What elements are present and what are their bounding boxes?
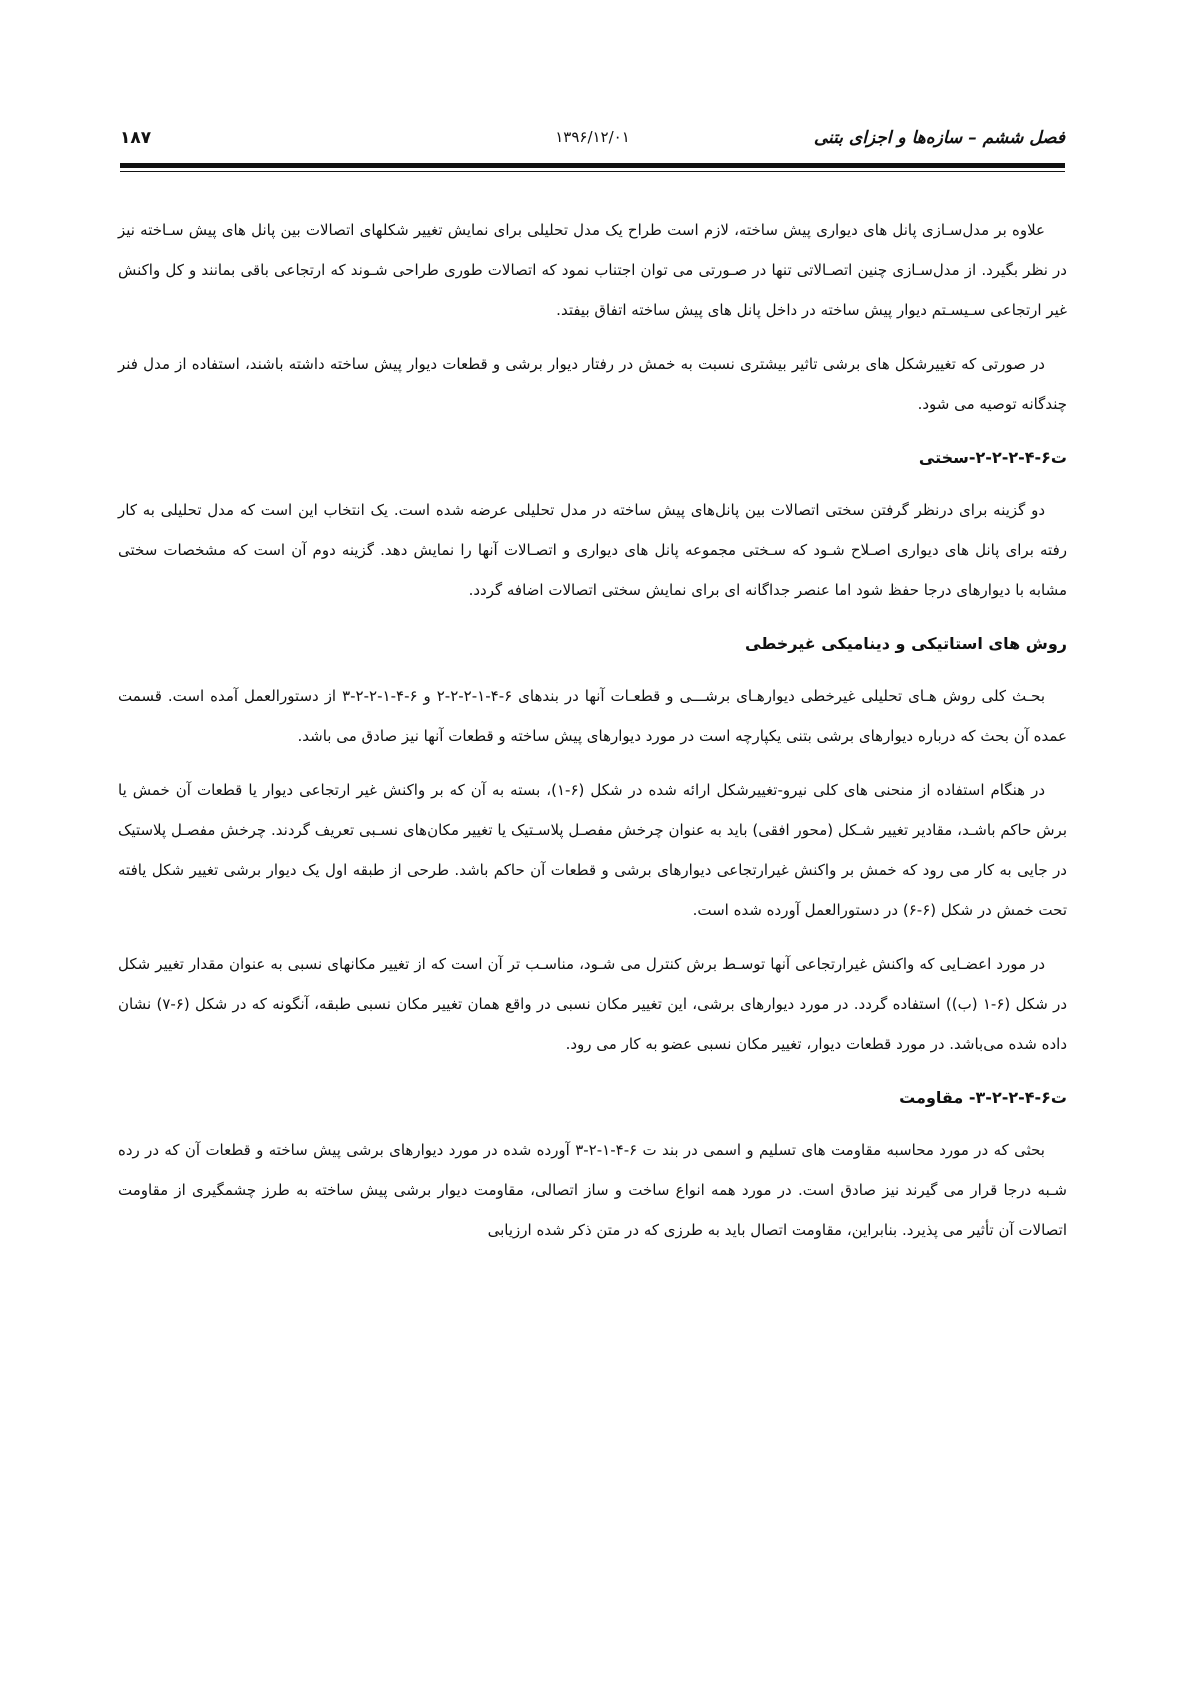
paragraph-strength: بحثی که در مورد محاسبه مقاومت های تسلیم و اسمی در بند ت ۶-۴-۱-۲-۳ آورده شده در مورد دیوارهای برشی پیش ساخته و قطعات آن که در رده شـبه درجا قرار می گیرند نیز صادق است. در مورد همه انواع ساخت و ساز اتصالی، مقاومت دیوار برشی پیش ساخته به طرز چشمگیری از مقاومت اتصالات آن تأثیر می پذیرد. بنابراین، مقاومت اتصال باید به طرزی که در متن ذکر شده ارزیابی bbox=[118, 1141, 1067, 1239]
header-rule-thin bbox=[120, 171, 1065, 172]
paragraph-stiffness-options: دو گزینه برای درنظر گرفتن سختی اتصالات بین پانل‌های پیش ساخته در مدل تحلیلی عرضه شده است. یک انتخاب این است که مدل تحلیلی به کار رفته برای پانل های دیواری اصـلاح شـود که سـختی مجموعه پانل های دیواری و اتصـالات آنها را نمایش دهد. گزینه دوم آن است که مشخصات سختی مشابه با دیوارهای درجا حفظ شود اما عنصر جداگانه ای برای نمایش سختی اتصالات اضافه گردد. bbox=[118, 501, 1067, 599]
paragraph-shear-controlled: در مورد اعضـایی که واکنش غیرارتجاعی آنها توسـط برش کنترل می شـود، مناسـب تر آن است که از تغییر مکانهای نسبی به عنوان مقدار تغییر شکل در شکل (۶-۱ (ب)) استفاده گردد. در مورد دیوارهای برشی، این تغییر مکان نسبی در واقع همان تغییر مکان نسبی طبقه، آنگونه که در شکل (۶-۷) نشان داده شده می‌باشد. در مورد قطعات دیوار، تغییر مکان نسبی عضو به کار می رود. bbox=[118, 955, 1068, 1053]
paragraph-shear-deformation: در صورتی که تغییرشکل های برشی تاثیر بیشتری نسبت به خمش در رفتار دیوار برشی و قطعات دیوار پیش ساخته داشته باشند، استفاده از مدل فنر چندگانه توصیه می شود. bbox=[118, 355, 1067, 413]
page-number: ۱۸۷ bbox=[120, 128, 152, 148]
paragraph-prefab-connections: علاوه بر مدل‌سـازی پانل های دیواری پیش ساخته، لازم است طراح یک مدل تحلیلی برای نمایش تغییر شکلهای اتصالات بین پانل های پیش سـاخته نیز در نظر بگیرد. از مدل‌سـازی چنین اتصـالاتی تنها در صـورتی می توان اجتناب نمود که اتصالات طوری طراحی شـوند که ارتجاعی باقی بمانند و کل واکنش غیر ارتجاعی سـیسـتم دیوار پیش ساخته در داخل پانل های پیش ساخته اتفاق بیفتد. bbox=[118, 221, 1067, 319]
section-heading-nonlinear-methods: روش های استاتیکی و دینامیکی غیرخطی bbox=[745, 634, 1067, 653]
header-rule-thick bbox=[120, 163, 1065, 168]
section-heading-stiffness: ت۶-۴-۲-۲-۲-سختی bbox=[918, 448, 1067, 467]
paragraph-nonlinear-analysis: بحـث کلی روش هـای تحلیلی غیرخطی دیوارهـای برشـــی و قطعـات آنها در بندهای ۶-۴-۱-۲-۲-۲ و ۶-۴-۱-۲-۲-۳ از دستورالعمل آمده است. قسمت عمده آن بحث که درباره دیوارهای برشی بتنی یکپارچه است در مورد دیوارهای پیش ساخته و قطعات آنها نیز صادق می باشد. bbox=[118, 687, 1067, 745]
paragraph-force-deformation: در هنگام استفاده از منحنی های کلی نیرو-تغییرشکل ارائه شده در شکل (۶-۱)، بسته به آن که بر واکنش غیر ارتجاعی دیوار یا قطعات آن خمش یا برش حاکم باشـد، مقادیر تغییر شـکل (محور افقی) باید به عنوان چرخش مفصـل پلاسـتیک یا تغییر مکان‌های نسـبی تعریف گردند. چرخش مفصـل پلاستیک در جایی به کار می رود که خمش بر واکنش غیرارتجاعی دیوارهای برشی و قطعات آن حاکم باشد. طرحی از طبقه اول یک دیوار برشی تغییر شکل یافته تحت خمش در شکل (۶-۶) در دستورالعمل آورده شده است. bbox=[118, 781, 1067, 919]
chapter-title: فصل ششم – سازه‌ها و اجزای بتنی bbox=[813, 128, 1065, 148]
section-heading-strength: ت۶-۴-۲-۲-۳- مقاومت bbox=[899, 1088, 1067, 1107]
header-date: ۱۳۹۶/۱۲/۰۱ bbox=[555, 128, 630, 146]
document-body bbox=[118, 210, 1067, 1264]
page-header bbox=[120, 128, 1065, 156]
